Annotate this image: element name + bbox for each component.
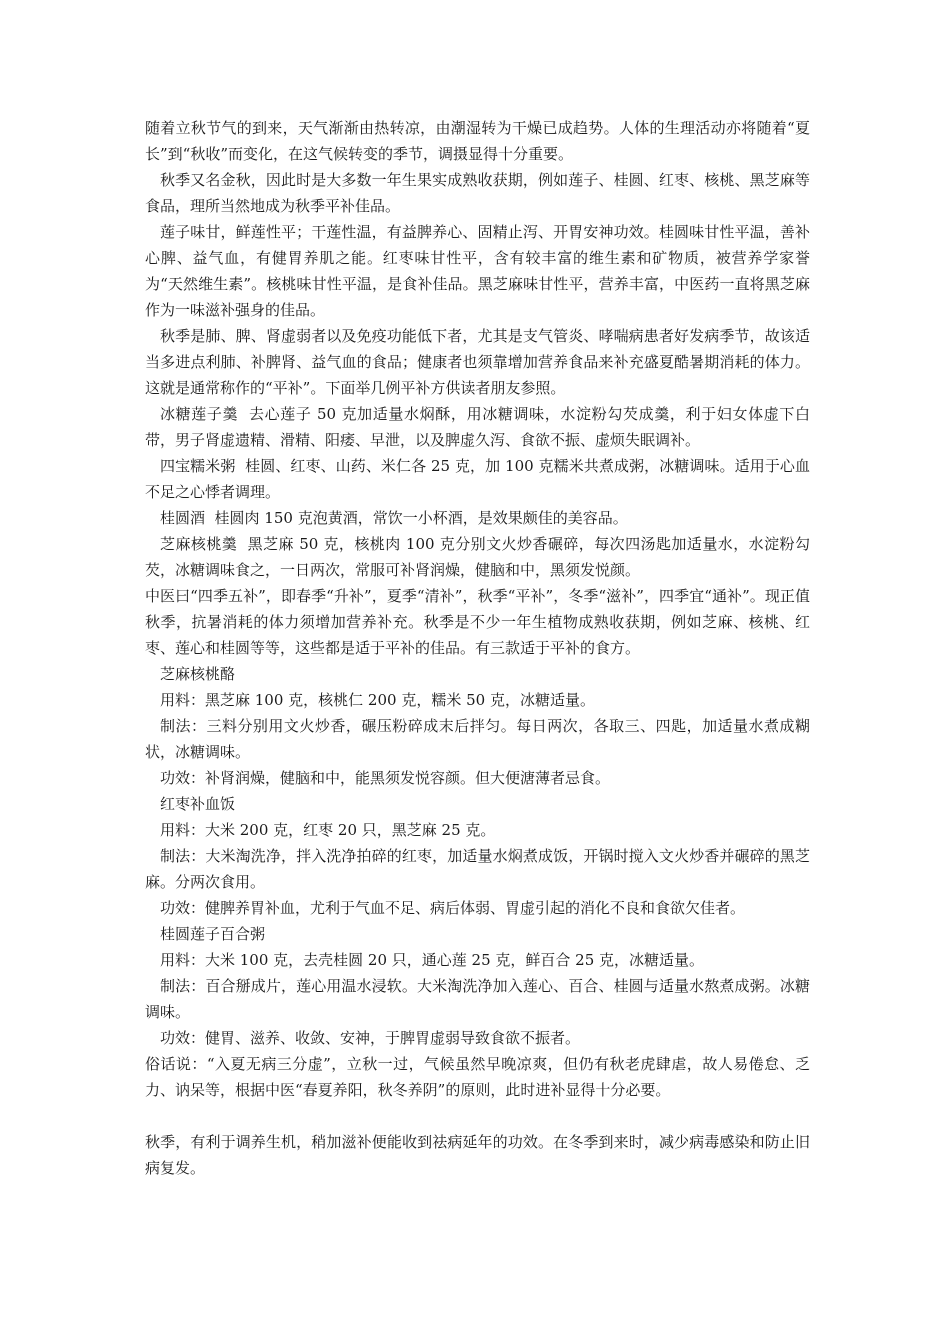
paragraph: 功效：健胃、滋养、收敛、安神，于脾胃虚弱导致食欲不振者。 xyxy=(160,1029,581,1047)
paragraph: 红枣补血饭 xyxy=(160,795,236,813)
paragraph: 秋季又名金秋，因此时是大多数一年生果实成熟收获期，例如莲子、桂圆、红枣、核桃、黑芝麻等食品，理所当然地成为秋季平补佳品。 xyxy=(145,171,810,215)
paragraph: 四宝糯米粥 桂圆、红枣、山药、米仁各 25 克，加 100 克糯米共煮成粥，冰糖调味。适用于心血不足之心悸者调理。 xyxy=(145,457,810,501)
paragraph: 制法：百合掰成片，莲心用温水浸软。大米淘洗净加入莲心、百合、桂圆与适量水熬煮成粥。冰糖调味。 xyxy=(145,977,810,1021)
paragraph: 秋季，有利于调养生机，稍加滋补便能收到祛病延年的功效。在冬季到来时，减少病毒感染和防止旧病复发。 xyxy=(145,1133,810,1177)
paragraph: 中医曰“四季五补”，即春季“升补”，夏季“清补”，秋季“平补”，冬季“滋补”，四季宜“通补”。现正值秋季，抗暑消耗的体力须增加营养补充。秋季是不少一年生植物成熟收获期，例如芝麻、核桃、红枣、莲心和桂圆等等，这些都是适于平补的佳品。有三款适于平补的食方。 xyxy=(145,587,810,657)
paragraph: 桂圆酒 桂圆肉 150 克泡黄酒，常饮一小杯酒，是效果颇佳的美容品。 xyxy=(160,509,628,527)
paragraph: 制法：大米淘洗净，拌入洗净拍碎的红枣，加适量水焖煮成饭，开锅时搅入文火炒香并碾碎的黑芝麻。分两次食用。 xyxy=(145,847,810,891)
paragraph: 用料：大米 100 克，去壳桂圆 20 只，通心莲 25 克，鲜百合 25 克，冰糖适量。 xyxy=(160,951,705,969)
paragraph: 芝麻核桃羹 黑芝麻 50 克，核桃肉 100 克分别文火炒香碾碎，每次四汤匙加适量水，水淀粉勾芡，冰糖调味食之，一日两次，常服可补肾润燥，健脑和中，黑须发悦颜。 xyxy=(145,535,810,579)
document-body xyxy=(145,115,810,1181)
paragraph: 冰糖莲子羹 去心莲子 50 克加适量水焖酥，用冰糖调味，水淀粉勾芡成羹，利于妇女体虚下白带，男子肾虚遗精、滑精、阳痿、早泄，以及脾虚久泻、食欲不振、虚烦失眠调补。 xyxy=(145,405,810,449)
paragraph: 功效：健脾养胃补血，尤利于气血不足、病后体弱、胃虚引起的消化不良和食欲欠佳者。 xyxy=(160,899,746,917)
paragraph: 功效：补肾润燥，健脑和中，能黑须发悦容颜。但大便溏薄者忌食。 xyxy=(160,769,611,787)
paragraph: 用料：黑芝麻 100 克，核桃仁 200 克，糯米 50 克，冰糖适量。 xyxy=(160,691,595,709)
paragraph: 用料：大米 200 克，红枣 20 只，黑芝麻 25 克。 xyxy=(160,821,496,839)
paragraph: 莲子味甘，鲜莲性平；干莲性温，有益脾养心、固精止泻、开胃安神功效。桂圆味甘性平温，善补心脾、益气血，有健胃养肌之能。红枣味甘性平，含有较丰富的维生素和矿物质，被营养学家誉为“天然维生素”。核桃味甘性平温，是食补佳品。黑芝麻味甘性平，营养丰富，中医药一直将黑芝麻作为一味滋补强身的佳品。 xyxy=(145,223,810,319)
paragraph: 俗话说：“入夏无病三分虚”，立秋一过，气候虽然早晚凉爽，但仍有秋老虎肆虐，故人易倦怠、乏力、讷呆等，根据中医“春夏养阳，秋冬养阴”的原则，此时进补显得十分必要。 xyxy=(145,1055,810,1099)
paragraph: 制法：三料分别用文火炒香，碾压粉碎成末后拌匀。每日两次，各取三、四匙，加适量水煮成糊状，冰糖调味。 xyxy=(145,717,810,761)
paragraph: 桂圆莲子百合粥 xyxy=(160,925,266,943)
blank-line xyxy=(145,1103,810,1129)
paragraph: 秋季是肺、脾、肾虚弱者以及免疫功能低下者，尤其是支气管炎、哮喘病患者好发病季节，故该适当多进点利肺、补脾肾、益气血的食品；健康者也须靠增加营养食品来补充盛夏酷暑期消耗的体力。这就是通常称作的“平补”。下面举几例平补方供读者朋友参照。 xyxy=(145,327,810,397)
paragraph: 随着立秋节气的到来，天气渐渐由热转凉，由潮湿转为干燥已成趋势。人体的生理活动亦将随着“夏长”到“秋收”而变化，在这气候转变的季节，调摄显得十分重要。 xyxy=(145,119,810,163)
paragraph: 芝麻核桃酪 xyxy=(160,665,236,683)
